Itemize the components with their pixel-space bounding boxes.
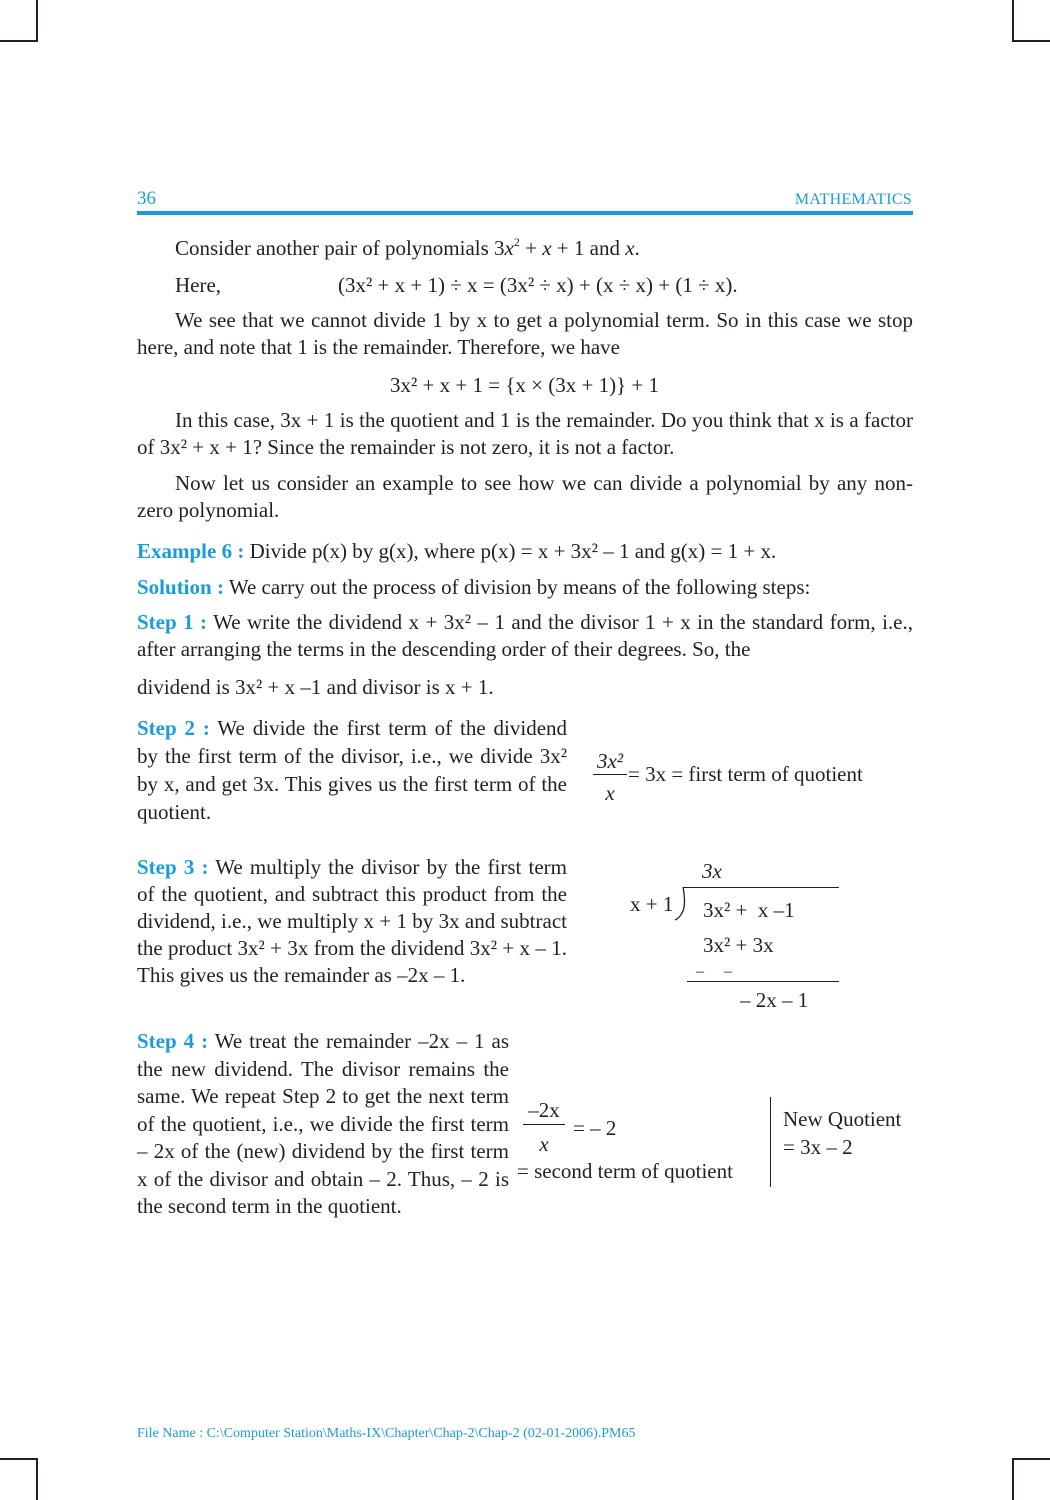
step-4-fraction-bar <box>523 1124 565 1125</box>
long-division-signs: – – <box>696 963 732 980</box>
crop-mark-top-left-h <box>0 40 38 42</box>
solution-label: Solution : <box>137 575 224 599</box>
long-division-divisor: x + 1 <box>630 892 674 916</box>
para-intro: Consider another pair of polynomials $3x^2 + x + 1$ and x. <box>175 235 640 260</box>
step-4-fraction-numerator: –2x <box>528 1098 560 1122</box>
step-1-text-cont: dividend is 3x² + x –1 and divisor is x + 1. <box>137 675 494 699</box>
crop-mark-bottom-right <box>1012 1458 1014 1500</box>
crop-mark-bottom-right-h <box>1012 1458 1050 1460</box>
here-label: Here, <box>175 273 222 297</box>
long-division-subtract-line <box>687 981 839 982</box>
para-quotient: In this case, 3x + 1 is the quotient and 1 is the remainder. Do you think that x is a factor of 3x² + x + 1? Since the remainder is not zero, it is not a factor. <box>137 408 913 459</box>
para-now: Now let us consider an example to see how we can divide a polynomial by any non-zero polynomial. <box>137 471 913 522</box>
long-division-remainder: – 2x – 1 <box>740 988 809 1012</box>
long-division-bracket <box>674 887 688 921</box>
crop-mark-top-right-h <box>1012 40 1050 42</box>
crop-mark-bottom-left-h <box>0 1458 38 1460</box>
crop-mark-bottom-left <box>36 1458 38 1500</box>
step-4-label: Step 4 : <box>137 1029 209 1053</box>
step-4-fraction-result: = – 2 <box>573 1116 617 1140</box>
step-1 <box>137 609 913 663</box>
here-equation: (3x² + x + 1) ÷ x = (3x² ÷ x) + (x ÷ x) + (1 ÷ x). <box>338 273 738 297</box>
example-label: Example 6 : <box>137 539 245 563</box>
second-term-label: = second term of quotient <box>517 1159 733 1183</box>
crop-mark-top-right <box>1012 0 1014 42</box>
step-2-result: = 3x = first term of quotient <box>628 762 863 786</box>
step-2 <box>137 714 567 826</box>
step-4-text: We treat the remainder –2x – 1 as the new dividend. The divisor remains the same. We repeat Step 2 to get the next term of the quotient, i.e., we divide the first term – 2x of the (new) dividend by the first term x of the divisor and obtain – 2. Thus, – 2 is the second term in the quotient. <box>137 1029 510 1218</box>
long-division-dividend: 3x² + x –1 <box>703 898 795 922</box>
new-quotient-value: = 3x – 2 <box>783 1135 853 1159</box>
new-quotient-divider <box>770 1097 771 1187</box>
long-division-product: 3x² + 3x <box>703 933 774 957</box>
new-quotient-label: New Quotient <box>783 1107 902 1131</box>
example-6 <box>137 538 913 565</box>
step-3-text: We multiply the divisor by the first term of the quotient, and subtract this product from the dividend, i.e., we multiply x + 1 by 3x and subtract the product 3x² + 3x from the dividend 3x² + x – 1. This gives us the remainder as –2x – 1. <box>137 855 568 987</box>
step-2-fraction-bar <box>593 774 627 775</box>
step-2-label: Step 2 : <box>137 716 210 740</box>
footer-file-name: File Name : C:\Computer Station\Maths-IX\Chapter\Chap-2\Chap-2 (02-01-2006).PM65 <box>137 1426 636 1441</box>
long-division-quotient: 3x <box>702 859 722 883</box>
step-2-text: We divide the first term of the dividend by the first term of the divisor, i.e., we divide 3x² by x, and get 3x. This gives us the first term of the quotient. <box>137 716 568 824</box>
para-cannot-divide: We see that we cannot divide 1 by x to get a polynomial term. So in this case we stop here, and note that 1 is the remainder. Therefore, we have <box>137 308 913 359</box>
header-rule <box>137 211 913 215</box>
solution <box>137 574 913 601</box>
step-2-fraction-numerator: 3x² <box>596 749 624 773</box>
step-4 <box>137 1028 509 1221</box>
step-4-fraction-denominator: x <box>539 1132 549 1156</box>
step-3-label: Step 3 : <box>137 855 209 879</box>
solution-text: We carry out the process of division by means of the following steps: <box>228 575 811 599</box>
step-1-text: We write the dividend x + 3x² – 1 and the divisor 1 + x in the standard form, i.e., after arranging the terms in the descending order of their degrees. So, the <box>137 610 914 661</box>
step-2-fraction-denominator: x <box>605 781 615 805</box>
running-title: MATHEMATICS <box>794 191 912 208</box>
step-3 <box>137 854 567 989</box>
crop-mark-top-left <box>36 0 38 42</box>
remainder-equation: 3x² + x + 1 = {x × (3x + 1)} + 1 <box>390 373 660 397</box>
step-1-label: Step 1 : <box>137 610 208 634</box>
example-text: Divide p(x) by g(x), where p(x) = x + 3x² – 1 and g(x) = 1 + x. <box>249 539 777 563</box>
long-division-overline <box>683 887 839 888</box>
page-number: 36 <box>137 188 156 209</box>
